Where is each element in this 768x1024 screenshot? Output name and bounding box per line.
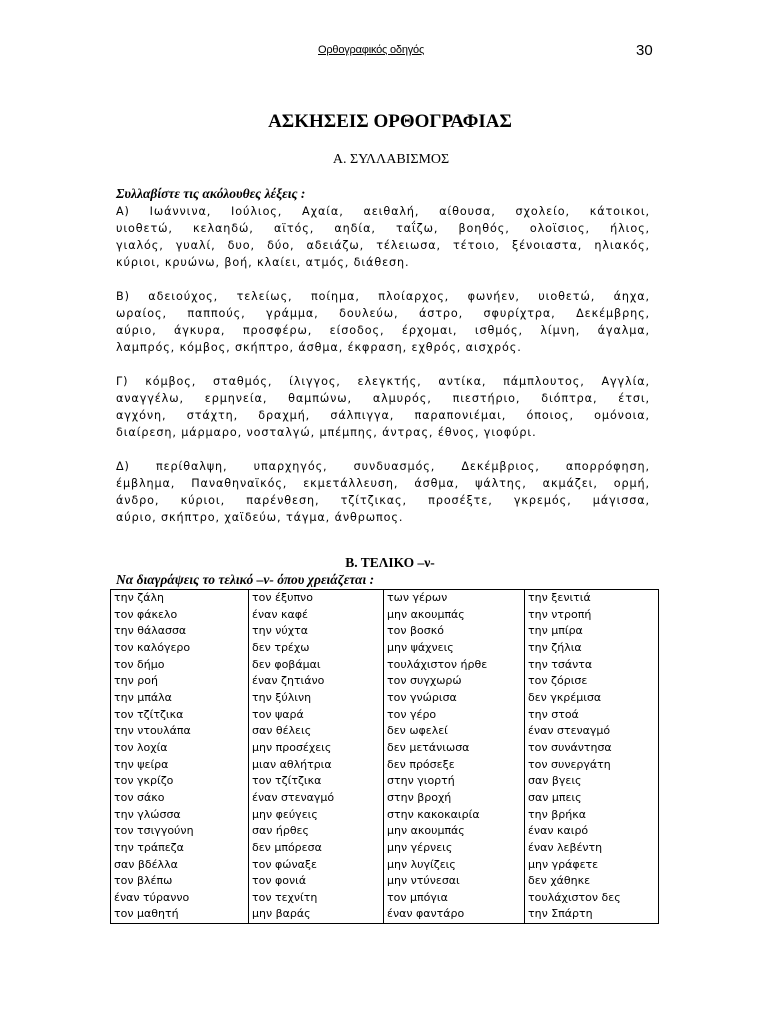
table-cell: την ντουλάπα [111,723,249,740]
table-row [111,823,659,840]
table-cell: μην προσέχεις [249,740,384,757]
table-cell: την ζήλια [525,640,659,657]
table-row [111,890,659,907]
table-cell: σαν ήρθες [249,823,384,840]
word-table [110,589,659,924]
table-cell: την μπίρα [525,623,659,640]
table-cell: τον βοσκό [384,623,525,640]
table-cell: έναν λεβέντη [525,840,659,857]
table-cell: τον συνάντησα [525,740,659,757]
table-cell: την ψείρα [111,757,249,774]
table-cell: μην γέρνεις [384,840,525,857]
table-row [111,673,659,690]
table-cell: μην ντύνεσαι [384,873,525,890]
section-a-instruction: Συλλαβίστε τις ακόλουθες λέξεις : [116,186,306,201]
table-cell: των γέρων [384,590,525,607]
table-row [111,723,659,740]
table-cell: την γλώσσα [111,807,249,824]
paragraph-line: αγχόνη, στάχτη, δραχμή, σάλπιγγα, παραπονιέμαι, όποιος, ομόνοια, [116,409,650,422]
paragraph-line: κύριοι, κρυώνω, βοή, κλαίει, ατμός, διάθεση. [116,256,410,269]
table-cell: έναν καφέ [249,607,384,624]
table-cell: τον καλόγερο [111,640,249,657]
table-cell: την ντροπή [525,607,659,624]
paragraph-line: αύριο, σκήπτρο, χαϊδεύω, τάγμα, άνθρωπος. [116,511,404,524]
table-cell: τον γκρίζο [111,773,249,790]
table-cell: δεν φοβάμαι [249,657,384,674]
paragraph-line: Α) Ιωάννινα, Ιούλιος, Αχαία, αειθαλή, αίθουσα, σχολείο, κάτοικοι, [116,205,650,218]
table-row [111,873,659,890]
table-cell: την τράπεζα [111,840,249,857]
exercise-paragraph-a [116,203,650,271]
table-cell: την Σπάρτη [525,906,659,923]
paragraph-line: Β) αδειούχος, τελείως, ποίημα, πλοίαρχος, φωνήεν, υιοθετώ, άηχα, [116,290,650,303]
paragraph-line: διαίρεση, μάρμαρο, νοσταλγώ, μπέμπης, άντρας, έθνος, γιοφύρι. [116,426,537,439]
exercise-paragraphs [116,203,650,543]
section-a-title: Α. ΣΥΛΛΑΒΙΣΜΟΣ [332,152,450,167]
table-cell: τον έξυπνο [249,590,384,607]
paragraph-line: άνδρο, κύριοι, παρένθεση, τζίτζικας, προσέξτε, γκρεμός, μάγισσα, [116,494,650,507]
page-number: 30 [636,42,653,59]
table-cell: έναν τύραννο [111,890,249,907]
table-cell: στην γιορτή [384,773,525,790]
table-cell: τον γέρο [384,707,525,724]
table-cell: μην βαράς [249,906,384,923]
table-cell: τον μαθητή [111,906,249,923]
table-row [111,740,659,757]
table-cell: τον τζίτζικα [249,773,384,790]
table-cell: μην γράφετε [525,857,659,874]
table-cell: σαν βδέλλα [111,857,249,874]
table-row [111,906,659,923]
table-row [111,707,659,724]
table-row [111,690,659,707]
table-cell: μην ψάχνεις [384,640,525,657]
table-cell: σαν μπεις [525,790,659,807]
table-cell: τον ζόρισε [525,673,659,690]
main-title: ΑΣΚΗΣΕΙΣ ΟΡΘΟΓΡΑΦΙΑΣ [268,111,512,132]
table-cell: έναν φαντάρο [384,906,525,923]
paragraph-line: αναγγέλω, ερμηνεία, θαμπώνω, αλμυρός, πιεστήριο, διόπτρα, έτσι, [116,392,650,405]
table-cell: τον μπόγια [384,890,525,907]
paragraph-line: Δ) περίθαλψη, υπαρχηγός, συνδυασμός, Δεκέμβριος, απορρόφηση, [116,460,650,473]
table-cell: την ξύλινη [249,690,384,707]
paragraph-line: αύριο, άγκυρα, προσφέρω, είσοδος, έρχομαι, ισθμός, λίμνη, άγαλμα, [116,324,650,337]
table-cell: μην ακουμπάς [384,607,525,624]
table-cell: τον συγχωρώ [384,673,525,690]
table-cell: δεν ωφελεί [384,723,525,740]
table-cell: τον τεχνίτη [249,890,384,907]
table-cell: την ξενιτιά [525,590,659,607]
table-cell: τον φονιά [249,873,384,890]
table-cell: τον τσιγγούνη [111,823,249,840]
table-row [111,773,659,790]
table-cell: τουλάχιστον δες [525,890,659,907]
table-cell: τον φώναξε [249,857,384,874]
table-cell: στην κακοκαιρία [384,807,525,824]
exercise-paragraph-c [116,373,650,441]
exercise-paragraph-d [116,458,650,526]
table-cell: μην λυγίζεις [384,857,525,874]
table-cell: τον συνεργάτη [525,757,659,774]
page-header [0,42,768,64]
table-cell: τον φάκελο [111,607,249,624]
table-cell: έναν στεναγμό [249,790,384,807]
paragraph-line: Γ) κόμβος, σταθμός, ίλιγγος, ελεγκτής, αντίκα, πάμπλουτος, Αγγλία, [116,375,650,388]
table-cell: στην βροχή [384,790,525,807]
table-cell: δεν γκρέμισα [525,690,659,707]
table-cell: δεν τρέχω [249,640,384,657]
paragraph-line: υιοθετώ, κελαηδώ, αϊτός, αηδία, ταΐζω, βοηθός, ολοϊσιος, ήλιος, [116,222,650,235]
table-cell: δεν μετάνιωσα [384,740,525,757]
table-cell: τον δήμο [111,657,249,674]
table-cell: μην φεύγεις [249,807,384,824]
table-row [111,790,659,807]
paragraph-line: λαμπρός, κόμβος, σκήπτρο, άσθμα, έκφραση, εχθρός, αισχρός. [116,341,522,354]
table-cell: την νύχτα [249,623,384,640]
table-cell: έναν στεναγμό [525,723,659,740]
table-cell: τον σάκο [111,790,249,807]
table-cell: δεν μπόρεσα [249,840,384,857]
table-cell: έναν ζητιάνο [249,673,384,690]
table-cell: την ζάλη [111,590,249,607]
table-cell: την τσάντα [525,657,659,674]
table-cell: δεν πρόσεξε [384,757,525,774]
table-row [111,840,659,857]
table-cell: τον γνώρισα [384,690,525,707]
table-row [111,623,659,640]
table-cell: μην ακουμπάς [384,823,525,840]
table-cell: την βρήκα [525,807,659,824]
table-row [111,857,659,874]
table-cell: σαν βγεις [525,773,659,790]
table-row [111,590,659,607]
table-cell: την ροή [111,673,249,690]
table-cell: έναν καιρό [525,823,659,840]
table-row [111,657,659,674]
table-row [111,757,659,774]
paragraph-line: ωραίος, παππούς, γράμμα, δουλεύω, άστρο, σφυρίχτρα, Δεκέμβρης, [116,307,650,320]
table-cell: την θάλασσα [111,623,249,640]
paragraph-line: έμβλημα, Παναθηναϊκός, εκμετάλλευση, άσθμα, ψάλτης, ακμάζει, ορμή, [116,477,650,490]
header-title: Ορθογραφικός οδηγός [318,44,425,56]
section-b-title: Β. ΤΕΛΙΚΟ –ν- [345,555,435,570]
table-cell: δεν χάθηκε [525,873,659,890]
table-cell: τον ψαρά [249,707,384,724]
table-cell: σαν θέλεις [249,723,384,740]
table-row [111,607,659,624]
table-cell: τον τζίτζικα [111,707,249,724]
table-cell: τον λοχία [111,740,249,757]
section-b-instruction: Να διαγράψεις το τελικό –ν- όπου χρειάζεται : [116,572,375,587]
table-cell: τον βλέπω [111,873,249,890]
table-row [111,807,659,824]
exercise-paragraph-b [116,288,650,356]
table-cell: μιαν αθλήτρια [249,757,384,774]
table-row [111,640,659,657]
paragraph-line: γιαλός, γυαλί, δυο, δύο, αδειάζω, τέλειωσα, τέτοιο, ξένοιαστα, ηλιακός, [116,239,650,252]
table-cell: τουλάχιστον ήρθε [384,657,525,674]
table-cell: την στοά [525,707,659,724]
table-cell: την μπάλα [111,690,249,707]
